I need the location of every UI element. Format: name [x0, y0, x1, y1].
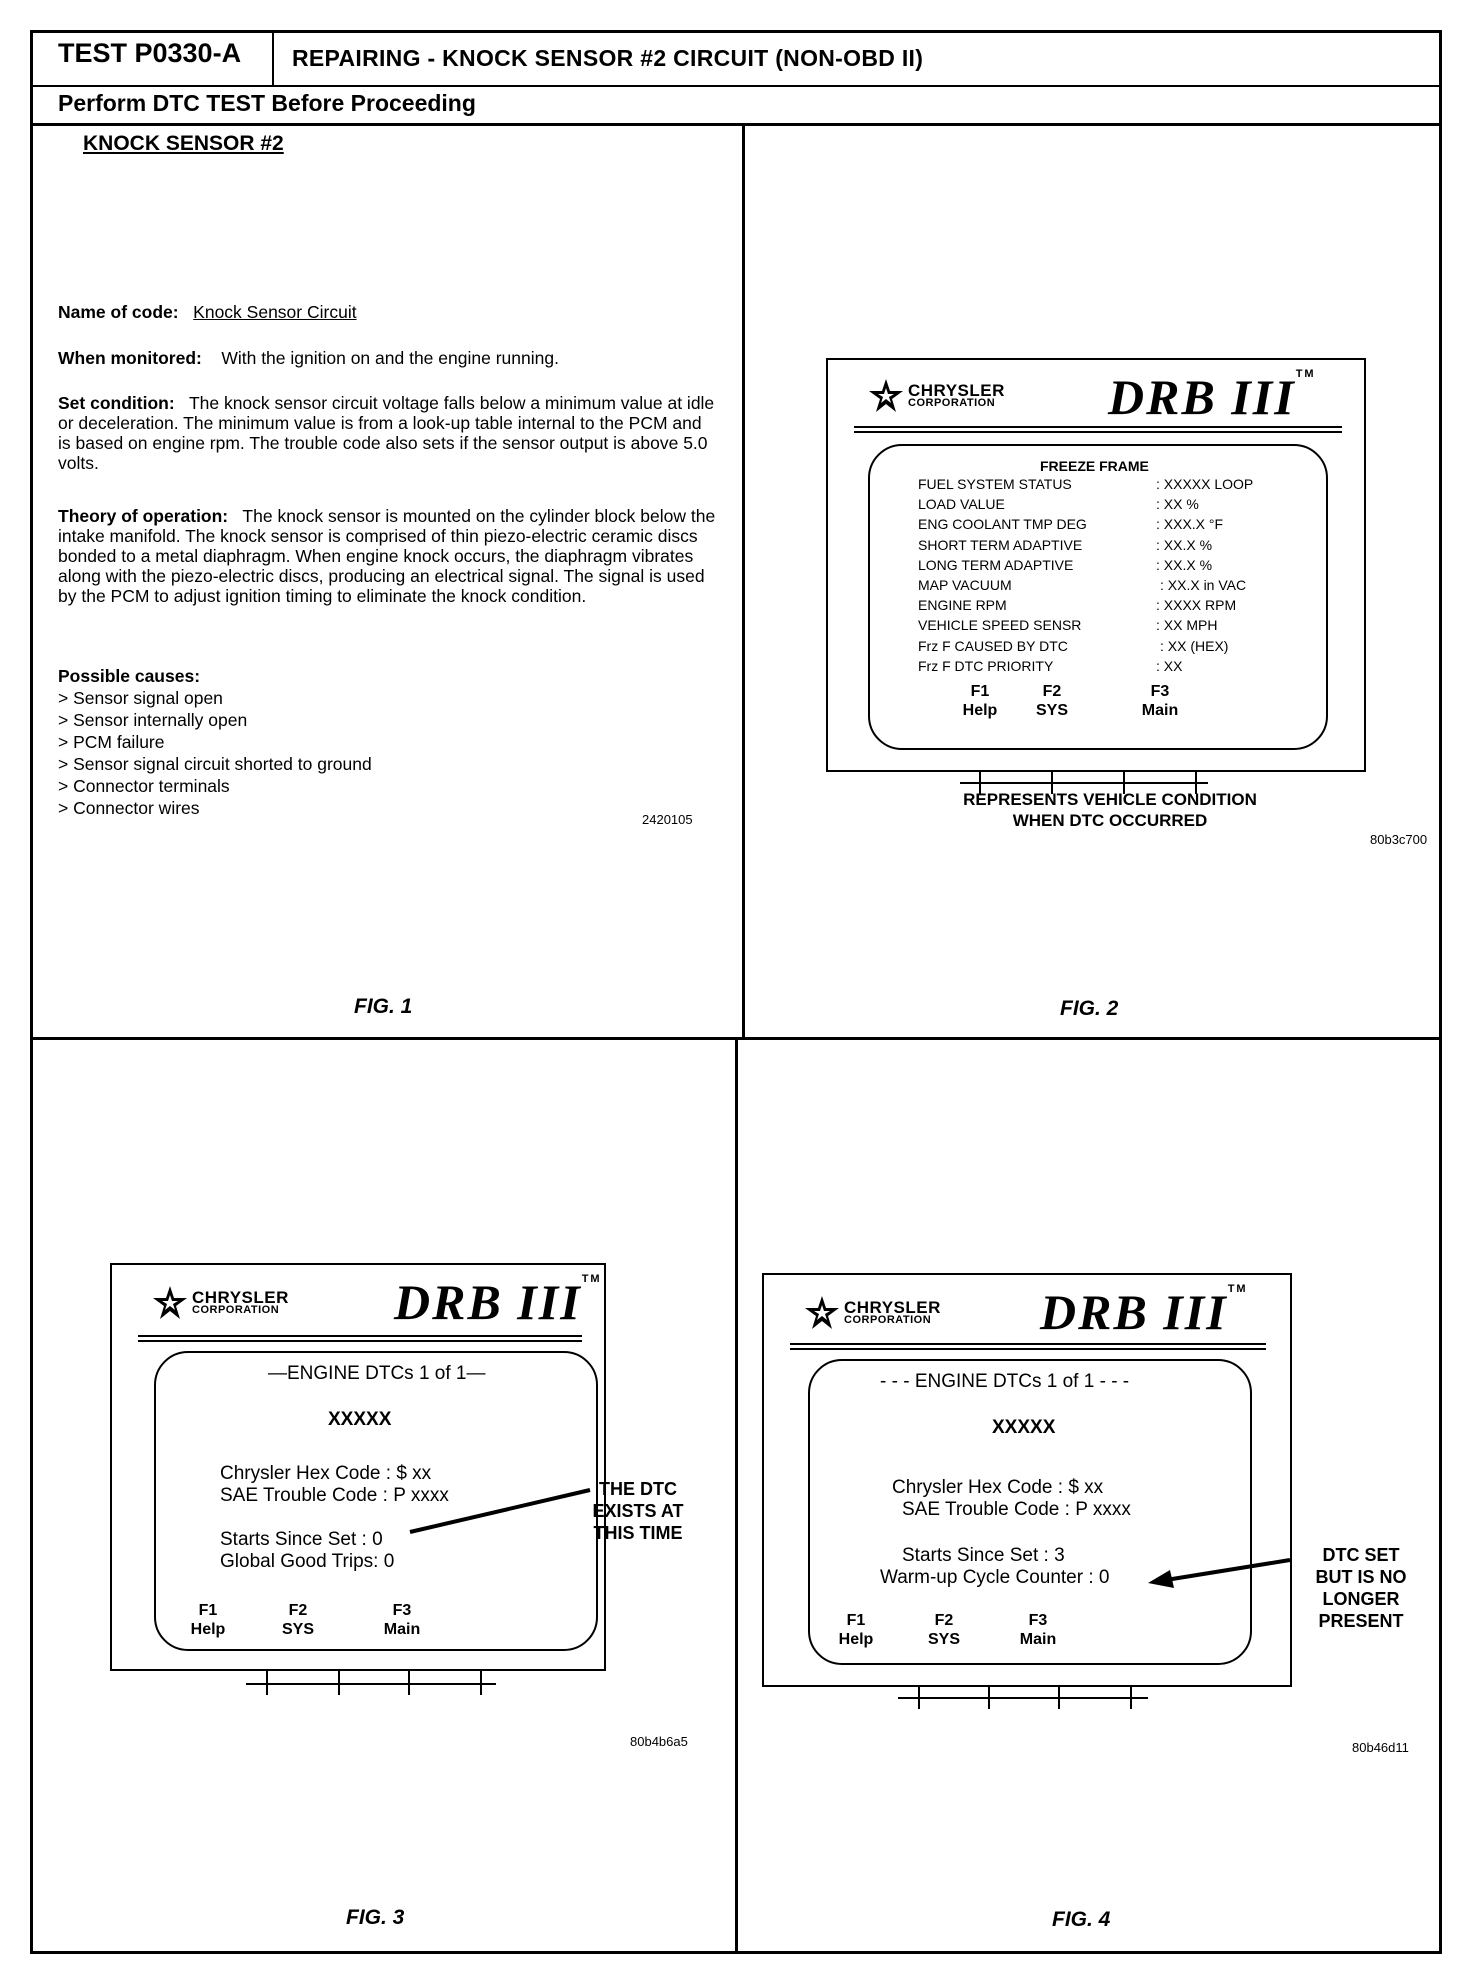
freeze-frame-value: : XXXX RPM [1156, 597, 1237, 614]
f2-key[interactable] [268, 1601, 328, 1639]
freeze-frame-key: LONG TERM ADAPTIVE [918, 556, 1074, 573]
f1-key[interactable] [826, 1611, 886, 1649]
freeze-frame-value: : XX MPH [1156, 617, 1218, 634]
freeze-frame-key: MAP VACUUM [918, 577, 1012, 593]
cause-item: > Connector wires [58, 798, 200, 818]
pentastar-icon [868, 378, 904, 414]
device-name: DRB III [1040, 1284, 1228, 1340]
fig1-code: 2420105 [642, 812, 693, 827]
f2-label: F2 [288, 1602, 308, 1619]
f3-name: Main [383, 1621, 421, 1638]
fig3-note-line3: THIS TIME [593, 1523, 683, 1543]
causes-label: Possible causes: [58, 666, 201, 686]
fig4-code: 80b46d11 [1352, 1740, 1409, 1755]
fig2-rule [854, 431, 1342, 433]
fig2-caption-line1: REPRESENTS VEHICLE CONDITION [963, 790, 1257, 809]
f3-label: F3 [392, 1602, 412, 1619]
when-monitored-value: With the ignition on and the engine running. [221, 348, 559, 368]
page-title: REPAIRING - KNOCK SENSOR #2 CIRCUIT (NON-OBD II) [292, 45, 924, 71]
theory-of-operation [58, 506, 718, 606]
fig2-drb-title [1108, 368, 1316, 426]
fig3-tick [338, 1671, 340, 1695]
f3-label: F3 [1028, 1612, 1048, 1629]
freeze-frame-key: Frz F CAUSED BY DTC [918, 637, 1068, 654]
f1-label: F1 [846, 1612, 866, 1629]
logo-line2: CORPORATION [192, 1304, 280, 1316]
fig2-caption [900, 789, 1320, 831]
trademark: TM [581, 1273, 602, 1285]
set-condition-label: Set condition: [58, 393, 175, 413]
freeze-frame-key: ENGINE RPM [918, 597, 1007, 614]
cause-item: > Sensor signal circuit shorted to ground [58, 754, 372, 774]
f3-key[interactable] [1130, 682, 1190, 720]
fig2-tick-bar [960, 782, 1208, 784]
fig2-caption-line2: WHEN DTC OCCURRED [1012, 811, 1208, 830]
fig4-label: FIG. 4 [1052, 1908, 1111, 1931]
header-divider-1 [30, 85, 1442, 87]
f3-name: Main [1019, 1631, 1057, 1648]
freeze-frame-key: ENG COOLANT TMP DEG [918, 516, 1087, 533]
fig3-global-good-trips: Global Good Trips: 0 [220, 1551, 395, 1572]
fig4-hex-code: Chrysler Hex Code : $ xx [892, 1477, 1104, 1498]
f1-label: F1 [198, 1602, 218, 1619]
fig3-arrow-line [400, 1480, 600, 1540]
fig2-label: FIG. 2 [1060, 997, 1119, 1020]
fig1-label: FIG. 1 [354, 995, 413, 1018]
f2-key[interactable] [914, 1611, 974, 1649]
f3-key[interactable] [1008, 1611, 1068, 1649]
freeze-frame-value: : XX.X in VAC [1160, 577, 1247, 593]
fig3-tick-bar [246, 1683, 496, 1685]
f2-name: SYS [1035, 702, 1068, 719]
f2-name: SYS [281, 1621, 314, 1638]
when-monitored-label: When monitored: [58, 348, 202, 368]
fig4-starts-since-set: Starts Since Set : 3 [902, 1545, 1065, 1566]
freeze-frame-value: : XX (HEX) [1160, 637, 1229, 654]
f2-label: F2 [934, 1612, 954, 1629]
test-id-divider [272, 30, 274, 86]
f2-key[interactable] [1022, 682, 1082, 720]
fig4-screen-title: - - - ENGINE DTCs 1 of 1 - - - [880, 1371, 1130, 1392]
fig3-tick [266, 1671, 268, 1695]
fig4-drb-device [762, 1273, 1292, 1687]
theory-value: The knock sensor is mounted on the cylinder block below the intake manifold. The knock sensor is comprised of thin piezo-electric ceramic discs bonded to a metal diaphragm. When engine knock occurs, the diaphragm vibrates along with the piezo-electric discs, producing an electrical signal. The signal is used by the PCM to adjust ignition timing to eliminate the knock condition. [58, 506, 716, 606]
f1-name: Help [838, 1631, 874, 1648]
freeze-frame-value: : XX [1156, 657, 1183, 674]
fig4-dtc-code: XXXXX [992, 1417, 1056, 1438]
trademark: TM [1295, 368, 1316, 380]
fig4-tick [988, 1685, 990, 1709]
cause-item: > PCM failure [58, 732, 165, 752]
fig3-logo [152, 1285, 289, 1321]
fig3-note-line2: EXISTS AT [592, 1501, 684, 1521]
fig3-screen-title: —ENGINE DTCs 1 of 1— [268, 1363, 486, 1384]
f3-label: F3 [1150, 683, 1170, 700]
fig4-tick-bar [898, 1697, 1148, 1699]
fig4-rule [790, 1343, 1266, 1345]
fig2-logo [868, 378, 1005, 414]
freeze-frame-value: : XX % [1156, 496, 1199, 513]
freeze-frame-key: VEHICLE SPEED SENSR [918, 617, 1082, 634]
fig3-starts-since-set: Starts Since Set : 0 [220, 1529, 383, 1550]
freeze-frame-key: FUEL SYSTEM STATUS [918, 476, 1072, 492]
freeze-frame-value: : XX.X % [1156, 536, 1213, 553]
column-divider-top [742, 124, 745, 1039]
fig4-warmup-counter: Warm-up Cycle Counter : 0 [880, 1567, 1110, 1588]
freeze-frame-key: LOAD VALUE [918, 496, 1005, 513]
freeze-frame-value: : XX.X % [1156, 556, 1213, 573]
page-subtitle: Perform DTC TEST Before Proceeding [58, 90, 476, 116]
fig4-tick [1058, 1685, 1060, 1709]
freeze-frame-value: : XXX.X °F [1156, 516, 1224, 533]
fig2-code: 80b3c700 [1370, 832, 1428, 847]
fig4-rule [790, 1348, 1266, 1350]
test-id: TEST P0330-A [58, 38, 242, 68]
device-name: DRB III [1108, 369, 1296, 425]
fig4-note-line2: BUT IS NO [1315, 1567, 1407, 1587]
fig4-arrow [1140, 1550, 1300, 1590]
theory-label: Theory of operation: [58, 506, 229, 526]
fig3-hex-code: Chrysler Hex Code : $ xx [220, 1463, 432, 1484]
fig4-note-line3: LONGER [1322, 1589, 1400, 1609]
fig3-rule [138, 1335, 582, 1337]
fig2-drb-device [826, 358, 1366, 772]
fig3-tick [408, 1671, 410, 1695]
logo-line2: CORPORATION [908, 397, 996, 409]
logo-line1: CHRYSLER [192, 1288, 289, 1307]
fig3-rule [138, 1340, 582, 1342]
set-condition [58, 393, 718, 473]
header-divider-2 [30, 123, 1442, 126]
fig1-heading: KNOCK SENSOR #2 [83, 132, 284, 155]
cause-item: > Sensor signal open [58, 688, 223, 708]
fig2-screen [868, 444, 1328, 750]
when-monitored [58, 348, 718, 368]
f1-key[interactable] [178, 1601, 238, 1639]
fig4-note-line1: DTC SET [1322, 1545, 1400, 1565]
freeze-frame-key: SHORT TERM ADAPTIVE [918, 536, 1083, 553]
fig4-sae-code: SAE Trouble Code : P xxxx [902, 1499, 1131, 1520]
fig3-label: FIG. 3 [346, 1906, 405, 1929]
possible-causes [58, 665, 718, 819]
column-divider-bottom [735, 1038, 738, 1954]
logo-line1: CHRYSLER [908, 381, 1005, 400]
fig4-note-line4: PRESENT [1318, 1611, 1404, 1631]
pentastar-icon [804, 1295, 840, 1331]
fig4-tick [918, 1685, 920, 1709]
device-name: DRB III [394, 1274, 582, 1330]
name-of-code [58, 302, 718, 322]
freeze-frame-value: : XXXXX LOOP [1156, 476, 1254, 492]
freeze-frame-title: FREEZE FRAME [1040, 458, 1149, 474]
name-of-code-label: Name of code: [58, 302, 179, 322]
f3-key[interactable] [372, 1601, 432, 1639]
name-of-code-value: Knock Sensor Circuit [193, 302, 357, 322]
fig3-drb-title [394, 1273, 602, 1331]
trademark: TM [1227, 1283, 1248, 1295]
fig3-sae-code: SAE Trouble Code : P xxxx [220, 1485, 449, 1506]
fig3-code: 80b4b6a5 [630, 1734, 688, 1749]
fig4-note [1296, 1544, 1426, 1632]
fig4-screen [808, 1359, 1252, 1665]
set-condition-value: The knock sensor circuit voltage falls below a minimum value at idle or deceleration. The minimum value is from a look-up table internal to the PCM and is based on engine rpm. The trouble code also sets if the sensor output is above 5.0 volts. [58, 393, 715, 473]
fig3-tick [480, 1671, 482, 1695]
fig4-logo [804, 1295, 941, 1331]
f2-name: SYS [927, 1631, 960, 1648]
fig3-note [578, 1478, 698, 1544]
f1-label: F1 [970, 683, 990, 700]
fig4-tick [1130, 1685, 1132, 1709]
pentastar-icon [152, 1285, 188, 1321]
freeze-frame-key: Frz F DTC PRIORITY [918, 657, 1054, 674]
fig4-drb-title [1040, 1283, 1248, 1341]
fig3-note-line1: THE DTC [599, 1479, 677, 1499]
f2-label: F2 [1042, 683, 1062, 700]
f1-key[interactable] [950, 682, 1010, 720]
logo-line2: CORPORATION [844, 1314, 932, 1326]
f1-name: Help [190, 1621, 226, 1638]
fig3-dtc-code: XXXXX [328, 1409, 392, 1430]
fig2-rule [854, 426, 1342, 428]
f3-name: Main [1141, 702, 1179, 719]
cause-item: > Sensor internally open [58, 710, 248, 730]
logo-line1: CHRYSLER [844, 1298, 941, 1317]
f1-name: Help [962, 702, 998, 719]
cause-item: > Connector terminals [58, 776, 230, 796]
fig3-drb-device [110, 1263, 606, 1671]
